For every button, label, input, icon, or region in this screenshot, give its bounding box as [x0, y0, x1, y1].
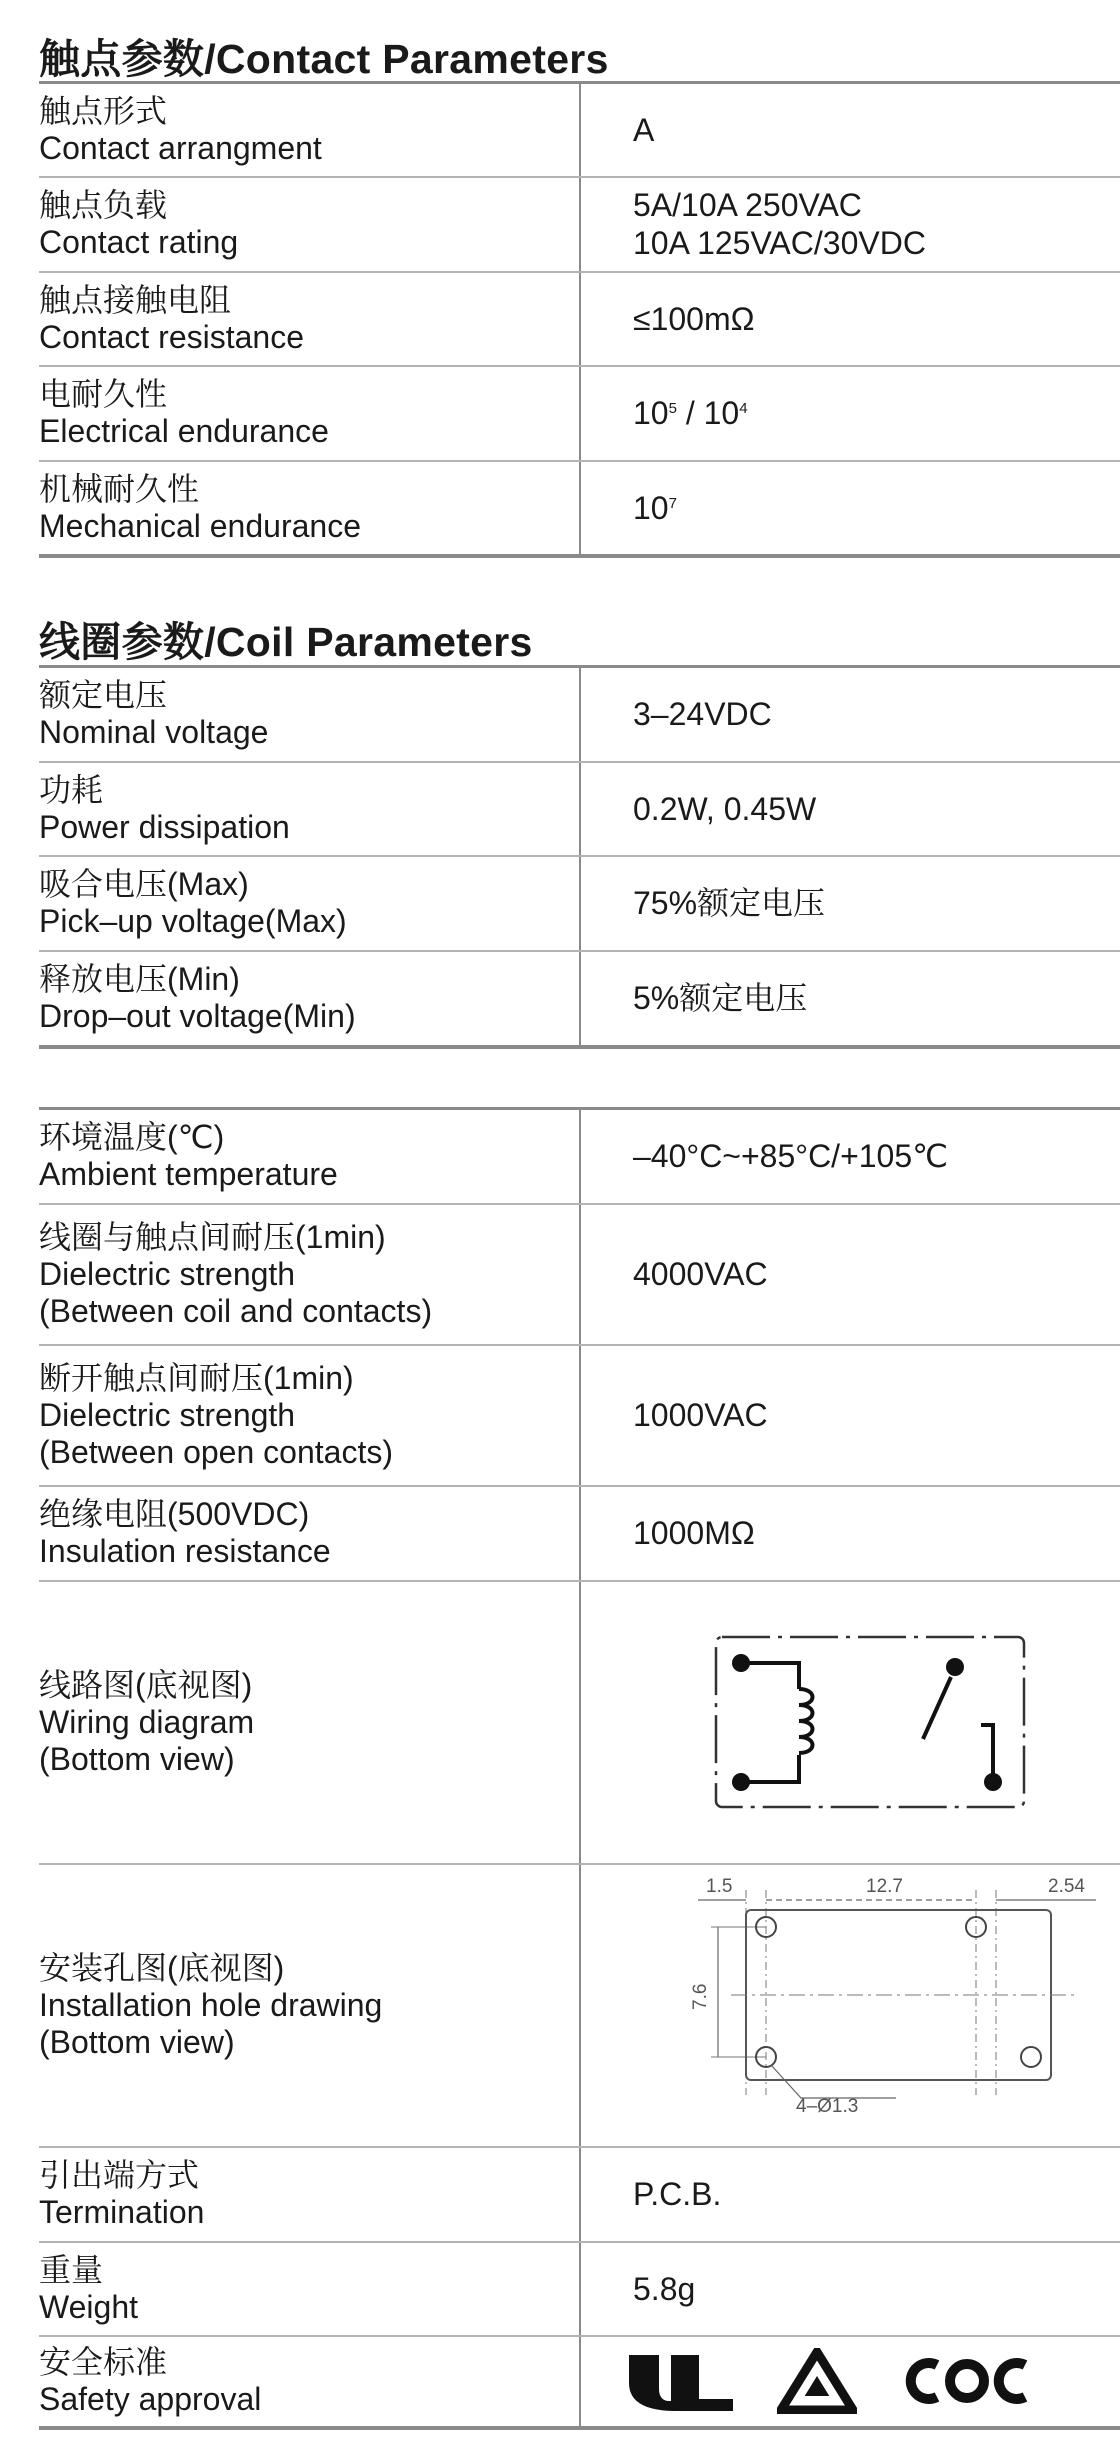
label-cell — [39, 1864, 580, 2147]
label-cn: 吸合电压(Max) — [39, 866, 249, 902]
table-row — [39, 2242, 1120, 2336]
value: 75%额定电压 — [633, 885, 826, 921]
label-en: Contact resistance — [39, 318, 305, 355]
coil-lead-top — [741, 1663, 799, 1689]
coil-icon — [799, 1689, 813, 1753]
cqc-logo-icon — [897, 2351, 1037, 2411]
label-cell — [39, 1109, 580, 1204]
holes-label: 4–Ø1.3 — [796, 2096, 859, 2117]
value-cell — [580, 856, 1120, 951]
value-cell — [580, 1486, 1120, 1581]
contact-lead-no — [981, 1725, 993, 1782]
value-cell — [580, 366, 1120, 461]
label-cell — [39, 366, 580, 461]
value: 0.2W, 0.45W — [633, 790, 817, 827]
label-cn: 线圈与触点间耐压(1min) — [39, 1218, 386, 1255]
table-row — [39, 1204, 1120, 1345]
label-en: Termination — [39, 2194, 205, 2230]
label-cell — [39, 856, 580, 951]
table-row — [39, 667, 1120, 762]
label-cn: 机械耐久性 — [39, 470, 200, 507]
label-cn: 功耗 — [39, 771, 104, 808]
table-row — [39, 2147, 1120, 2242]
label-en: Contact rating — [39, 224, 239, 260]
label-cell — [39, 83, 580, 177]
label-en: Insulation resistance — [39, 1533, 331, 1569]
label-cn: 线路图(底视图) — [39, 1666, 253, 1703]
label-cell — [39, 2336, 580, 2428]
value: 4000VAC — [633, 1256, 768, 1292]
label-en: Weight — [39, 2288, 139, 2325]
table-row — [39, 461, 1120, 556]
value-cell — [580, 1345, 1120, 1486]
label-cell — [39, 1581, 580, 1864]
cqc-triangle-icon — [777, 2348, 857, 2414]
dim-height-label: 7.6 — [690, 1983, 711, 2010]
value: 1000MΩ — [633, 1515, 755, 1551]
label-cn: 安装孔图(底视图) — [39, 1949, 285, 1986]
table-row — [39, 1864, 1120, 2147]
value-exponent: 4 — [739, 400, 748, 417]
label-cn: 额定电压 — [39, 677, 168, 714]
label-en: Installation hole drawing — [39, 1986, 383, 2023]
value-cell — [580, 83, 1120, 177]
value-cell — [580, 2242, 1120, 2336]
label-cell — [39, 762, 580, 856]
label-cn: 环境温度(℃) — [39, 1119, 225, 1156]
value-base: 10 — [703, 395, 740, 431]
label-en: Nominal voltage — [39, 714, 269, 751]
wiring-diagram — [711, 1627, 1041, 1817]
table-row — [39, 272, 1120, 366]
label-cell — [39, 1486, 580, 1581]
label-en: Ambient temperature — [39, 1156, 338, 1193]
table-row — [39, 366, 1120, 461]
hole-drawing-cell — [580, 1864, 1120, 2147]
table-row — [39, 177, 1120, 272]
value-line-1: 5A/10A 250VAC — [633, 187, 862, 223]
dim-right-label: 2.54 — [1048, 1876, 1085, 1897]
ul-logo-icon — [625, 2349, 737, 2413]
value-base: 10 — [633, 489, 669, 526]
value: 5.8g — [633, 2270, 696, 2307]
table-row — [39, 2336, 1120, 2428]
label-cell — [39, 2147, 580, 2242]
table-row — [39, 1345, 1120, 1486]
label-cn: 释放电压(Min) — [39, 961, 240, 997]
dim-middle-label: 12.7 — [866, 1876, 903, 1897]
hole-drawing — [656, 1870, 1116, 2140]
label-en-2: (Between coil and contacts) — [39, 1292, 433, 1329]
label-cell — [39, 2242, 580, 2336]
table-row — [39, 951, 1120, 1047]
label-cn: 电耐久性 — [39, 376, 168, 412]
label-cell — [39, 951, 580, 1047]
dim-left-label: 1.5 — [706, 1876, 733, 1897]
value-cell — [580, 667, 1120, 762]
label-en-2: (Between open contacts) — [39, 1433, 393, 1470]
label-cn: 重量 — [39, 2251, 104, 2288]
value: –40°C~+85°C/+105℃ — [633, 1138, 949, 1175]
label-cell — [39, 272, 580, 366]
label-cn: 触点负载 — [39, 187, 168, 223]
label-en: Pick–up voltage(Max) — [39, 903, 347, 939]
contact-section-title: 触点参数/Contact Parameters — [39, 36, 609, 82]
label-cell — [39, 177, 580, 272]
label-en: Dielectric strength — [39, 1255, 296, 1292]
label-en: Safety approval — [39, 2381, 262, 2417]
label-cn: 引出端方式 — [39, 2157, 200, 2193]
label-en: Dielectric strength — [39, 1396, 296, 1433]
value-cell — [580, 272, 1120, 366]
label-cn: 安全标准 — [39, 2344, 168, 2380]
value-separator: / — [676, 395, 704, 431]
contact-table — [39, 81, 1120, 558]
value: 5%额定电压 — [633, 980, 808, 1016]
label-cell — [39, 1345, 580, 1486]
label-en-2: (Bottom view) — [39, 1740, 235, 1777]
table-row — [39, 83, 1120, 177]
label-cell — [39, 667, 580, 762]
table-row — [39, 762, 1120, 856]
value-line-2: 10A 125VAC/30VDC — [633, 225, 926, 261]
hole-icon — [1021, 2047, 1041, 2067]
label-cn: 断开触点间耐压(1min) — [39, 1359, 354, 1396]
label-en-2: (Bottom view) — [39, 2023, 235, 2060]
general-table — [39, 1107, 1120, 2430]
table-row — [39, 1486, 1120, 1581]
value-cell — [580, 177, 1120, 272]
label-cn: 触点接触电阻 — [39, 281, 232, 318]
value: 3–24VDC — [633, 696, 772, 733]
table-row — [39, 856, 1120, 951]
value-cell — [580, 762, 1120, 856]
value-cell — [580, 951, 1120, 1047]
value-cell — [580, 1109, 1120, 1204]
safety-marks — [625, 2348, 1120, 2414]
contact-terminal-com — [946, 1658, 964, 1676]
coil-table — [39, 665, 1120, 1049]
value-cell — [580, 1204, 1120, 1345]
coil-lead-bottom — [741, 1755, 799, 1782]
label-en: Drop–out voltage(Min) — [39, 998, 356, 1034]
value-exponent: 5 — [668, 400, 677, 417]
value-exponent: 7 — [668, 494, 677, 512]
table-row — [39, 1109, 1120, 1204]
label-en: Wiring diagram — [39, 1703, 255, 1740]
value: 1000VAC — [633, 1397, 768, 1433]
table-row — [39, 1581, 1120, 1864]
label-cn: 绝缘电阻(500VDC) — [39, 1496, 310, 1532]
label-en: Contact arrangment — [39, 129, 322, 166]
label-cell — [39, 1204, 580, 1345]
wiring-diagram-cell — [580, 1581, 1120, 1864]
label-cell — [39, 461, 580, 556]
label-en: Power dissipation — [39, 808, 290, 845]
label-en: Mechanical endurance — [39, 507, 361, 544]
value: P.C.B. — [633, 2176, 722, 2212]
value-cell — [580, 461, 1120, 556]
value-base: 10 — [633, 395, 669, 431]
coil-section-title: 线圈参数/Coil Parameters — [39, 619, 533, 665]
safety-marks-cell — [580, 2336, 1120, 2428]
value-cell — [580, 2147, 1120, 2242]
contact-blade — [923, 1677, 951, 1739]
label-cn: 触点形式 — [39, 92, 168, 129]
value: ≤100mΩ — [633, 300, 755, 337]
holes-leader — [771, 2065, 896, 2098]
label-en: Electrical endurance — [39, 413, 329, 449]
value: A — [633, 111, 655, 148]
